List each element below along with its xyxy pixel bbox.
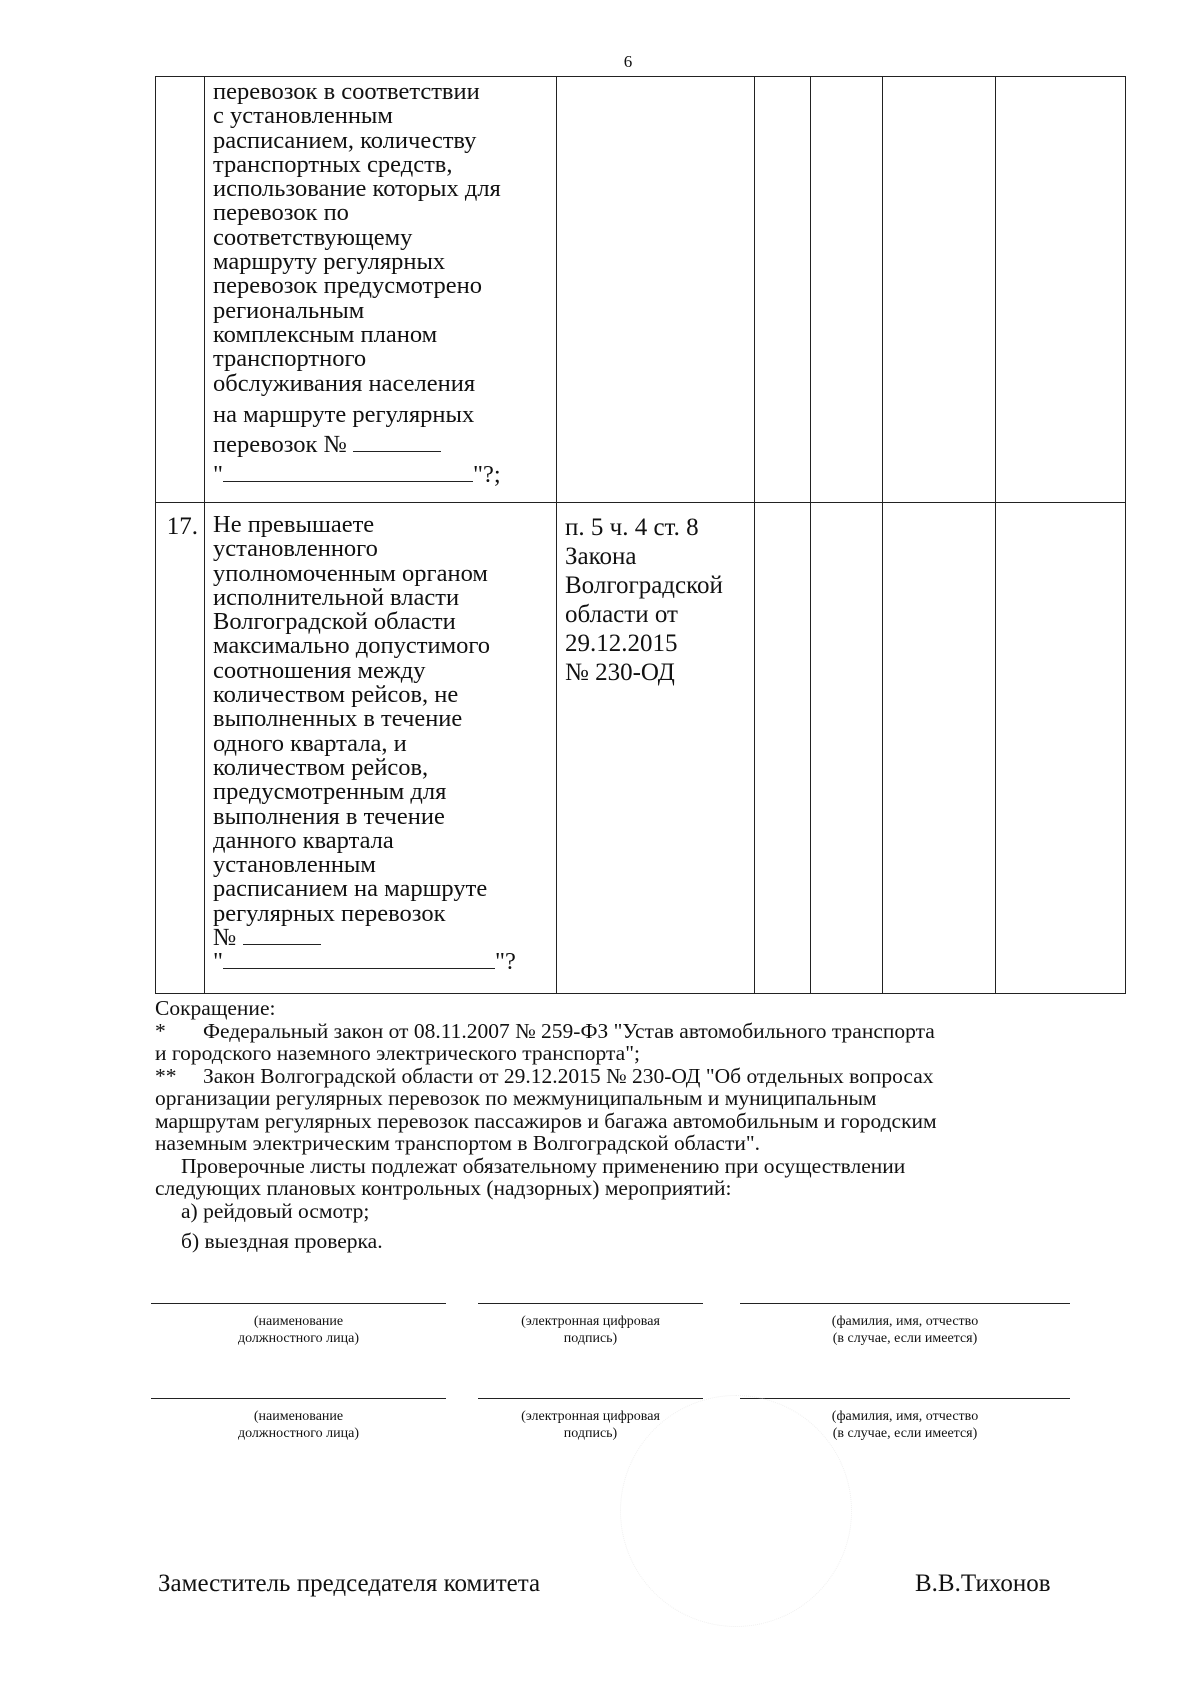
empty-cell	[755, 503, 811, 994]
footnote-1-cont: и городского наземного электрического транспорта";	[155, 1041, 640, 1065]
requirement-line: уполномоченным органом	[213, 559, 488, 587]
requirement-cell	[205, 503, 557, 994]
requirement-line: исполнительной власти	[213, 583, 460, 611]
requirement-line: установленным	[213, 851, 376, 879]
requirement-cell	[205, 77, 557, 503]
table-row	[156, 77, 1126, 503]
footnote-1: * Федеральный закон от 08.11.2007 № 259-ФЗ "Устав автомобильного транспорта	[155, 1018, 935, 1043]
footnote-2-cont: организации регулярных перевозок по межмуниципальным и муниципальным	[155, 1086, 877, 1110]
footnote-2-cont: наземным электрическим транспортом в Волгоградской области".	[155, 1131, 761, 1155]
reference-line: № 230-ОД	[565, 659, 675, 686]
requirement-line: количеством рейсов,	[213, 753, 429, 781]
requirement-line: комплексным планом	[213, 320, 438, 348]
empty-cell	[883, 77, 996, 503]
checklist-note: Проверочные листы подлежат обязательному применению при осуществлении	[181, 1153, 906, 1178]
requirement-line: одного квартала, и	[213, 729, 407, 757]
signature-caption: (электронная цифровая подпись)	[521, 1409, 660, 1441]
footnote-2: ** Закон Волгоградской области от 29.12.2015 № 230-ОД "Об отдельных вопросах	[155, 1063, 934, 1088]
row-number-cell: 17.	[156, 503, 205, 994]
reference-cell	[557, 503, 755, 994]
empty-cell	[811, 77, 883, 503]
name-caption: (фамилия, имя, отчество (в случае, если имеется)	[831, 1314, 979, 1346]
empty-cell	[996, 77, 1126, 503]
requirement-line: выполненных в течение	[213, 705, 463, 733]
table-row	[156, 503, 1126, 994]
requirement-line: с установленным	[213, 102, 393, 130]
official-caption: (наименование должностного лица)	[237, 1314, 359, 1346]
reference-line: п. 5 ч. 4 ст. 8	[565, 514, 699, 541]
requirement-line: соответствующему	[213, 223, 413, 251]
requirement-line: транспортного	[213, 345, 367, 373]
signature-caption: (электронная цифровая подпись)	[521, 1314, 660, 1346]
requirement-line: Не превышаете	[213, 511, 375, 538]
faint-stamp	[620, 1395, 852, 1627]
notes-heading: Сокращение:	[155, 996, 276, 1020]
requirement-line: предусмотренным для	[213, 778, 447, 806]
requirement-line: максимально допустимого	[213, 632, 491, 660]
requirement-line: расписанием на маршруте	[213, 875, 488, 903]
empty-cell	[755, 77, 811, 503]
reference-line: 29.12.2015	[565, 630, 678, 657]
requirement-line: данного квартала	[213, 826, 394, 854]
requirement-line: расписанием, количеству	[213, 126, 477, 154]
requirement-line: Волгоградской области	[213, 608, 456, 636]
empty-cell	[883, 503, 996, 994]
row-number-cell	[156, 77, 205, 503]
checklist-note-cont: следующих плановых контрольных (надзорных) мероприятий:	[155, 1176, 732, 1200]
requirement-line: обслуживания населения	[213, 369, 476, 397]
signature-row	[145, 1303, 1075, 1373]
page-number: 6	[623, 52, 633, 71]
requirement-line: количеством рейсов, не	[213, 681, 459, 709]
requirement-line: региональным	[213, 296, 365, 324]
requirement-line: транспортных средств,	[213, 150, 453, 178]
route-name-field: " "?;	[213, 460, 501, 488]
list-item: а) рейдовый осмотр;	[181, 1198, 370, 1223]
position-title: Заместитель председателя комитета	[158, 1570, 541, 1597]
requirement-line: перевозок по	[213, 199, 349, 227]
footnote-2-cont: маршрутам регулярных перевозок пассажиров и багажа автомобильным и городским	[155, 1108, 937, 1133]
route-name-field: " "?	[213, 948, 516, 976]
reference-line: Волгоградской	[565, 572, 723, 599]
official-caption: (наименование должностного лица)	[237, 1409, 359, 1441]
reference-cell	[557, 77, 755, 503]
requirement-line: использование которых для	[213, 175, 501, 203]
requirement-line: перевозок предусмотрено	[213, 272, 482, 300]
route-line: на маршруте регулярных	[213, 400, 475, 428]
list-item: б) выездная проверка.	[181, 1229, 383, 1253]
signature-row	[145, 1398, 1075, 1468]
name-caption: (фамилия, имя, отчество (в случае, если имеется)	[831, 1409, 979, 1441]
route-number-field: перевозок №	[213, 430, 550, 460]
signer-name: В.В.Тихонов	[915, 1570, 1051, 1597]
route-number-field: №	[213, 926, 550, 950]
notes-section	[155, 997, 1090, 1253]
requirement-line: регулярных перевозок	[213, 899, 446, 927]
requirement-line: маршруту регулярных	[213, 248, 446, 276]
empty-cell	[996, 503, 1126, 994]
checklist-table	[155, 76, 1126, 994]
reference-line: Закона	[565, 543, 637, 570]
requirement-line: выполнения в течение	[213, 802, 445, 830]
empty-cell	[811, 503, 883, 994]
requirement-line: перевозок в соответствии	[213, 78, 480, 105]
requirement-line: соотношения между	[213, 656, 426, 684]
reference-line: области от	[565, 601, 678, 628]
requirement-line: установленного	[213, 535, 378, 563]
